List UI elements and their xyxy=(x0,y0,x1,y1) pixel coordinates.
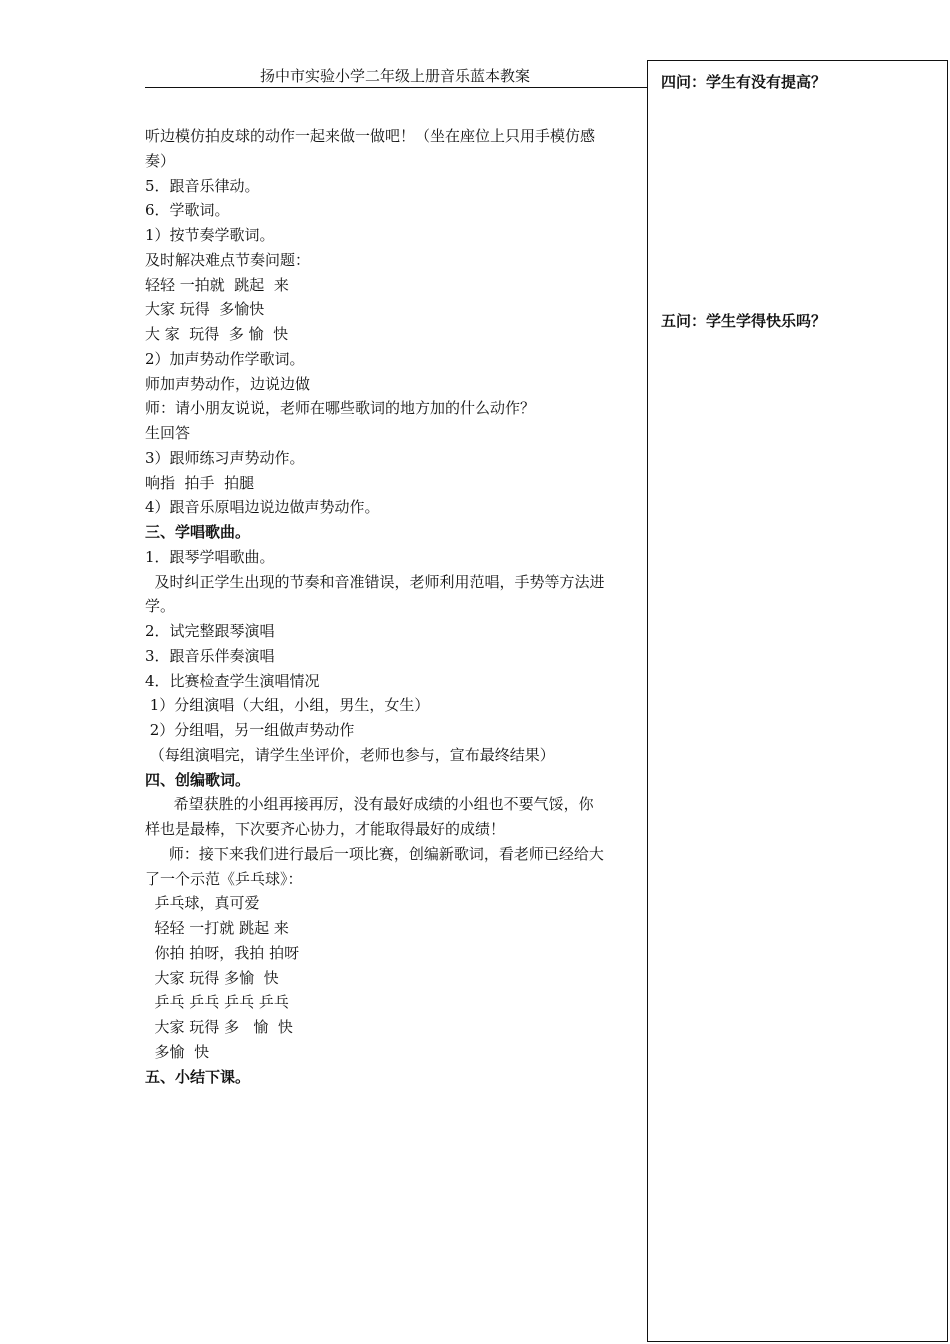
body-line: 响指 拍手 拍腿 xyxy=(145,473,255,492)
body-line: 5．跟音乐律动。 xyxy=(145,176,260,195)
body-line: 1．跟琴学唱歌曲。 xyxy=(145,547,275,566)
body-line: 乒乓 乒乓 乒乓 乒乓 xyxy=(145,993,289,1012)
body-line: 轻轻 一拍就 跳起 来 xyxy=(145,275,289,294)
body-line: 生回答 xyxy=(145,424,191,442)
body-line: 及时解决难点节奏问题： xyxy=(145,250,311,269)
lesson-body xyxy=(145,124,647,1089)
body-line: 听边模仿拍皮球的动作一起来做一做吧！（坐在座位上只用手模仿感 xyxy=(145,127,596,145)
body-line: 3）跟师练习声势动作。 xyxy=(145,448,305,467)
body-line: 师加声势动作，边说边做 xyxy=(145,374,311,393)
body-line: 了一个示范《乒乓球》： xyxy=(145,869,303,888)
header-divider xyxy=(145,87,648,88)
body-line: 及时纠正学生出现的节奏和音准错误，老师利用范唱，手势等方法进 xyxy=(145,572,605,591)
body-line: 轻轻 一打就 跳起 来 xyxy=(145,919,289,937)
body-line: 奏） xyxy=(145,151,176,170)
body-line: 你拍 拍呀，我拍 拍呀 xyxy=(145,943,300,962)
body-line: 样也是最棒，下次要齐心协力，才能取得最好的成绩！ xyxy=(145,820,506,838)
reflection-panel xyxy=(647,60,948,1342)
body-line: 大家 玩得 多愉快 xyxy=(145,300,265,319)
body-line: （每组演唱完，请学生坐评价，老师也参与，宣布最终结果） xyxy=(145,745,555,764)
question-five: 五问：学生学得快乐吗？ xyxy=(661,312,827,330)
body-line: 4．比赛检查学生演唱情况 xyxy=(145,671,320,690)
body-line: 大 家 玩得 多 愉 快 xyxy=(145,325,289,343)
question-four: 四问：学生有没有提高？ xyxy=(661,73,827,91)
section-heading: 三、学唱歌曲。 xyxy=(145,523,251,541)
section-heading: 五、小结下课。 xyxy=(145,1067,251,1086)
body-line: 2）分组唱，另一组做声势动作 xyxy=(145,721,355,739)
body-line: 1）分组演唱（大组，小组，男生，女生） xyxy=(145,696,430,715)
body-line: 大家 玩得 多 愉 快 xyxy=(145,1018,293,1036)
body-line: 4）跟音乐原唱边说边做声势动作。 xyxy=(145,498,380,517)
body-line: 乒乓球，真可爱 xyxy=(145,894,260,913)
body-line: 3．跟音乐伴奏演唱 xyxy=(145,646,275,665)
body-line: 2）加声势动作学歌词。 xyxy=(145,349,305,368)
body-line: 师：接下来我们进行最后一项比赛，创编新歌词，看老师已经给大 xyxy=(145,844,604,863)
page-header-title: 扬中市实验小学二年级上册音乐蓝本教案 xyxy=(259,67,530,85)
body-line: 2．试完整跟琴演唱 xyxy=(145,622,275,640)
body-line: 多愉 快 xyxy=(145,1042,210,1061)
body-line: 1）按节奏学歌词。 xyxy=(145,226,275,244)
body-line: 学。 xyxy=(145,597,176,616)
section-heading: 四、创编歌词。 xyxy=(145,770,251,789)
body-line: 师：请小朋友说说，老师在哪些歌词的地方加的什么动作？ xyxy=(145,399,536,418)
body-line: 希望获胜的小组再接再厉，没有最好成绩的小组也不要气馁，你 xyxy=(145,795,594,814)
body-line: 大家 玩得 多愉 快 xyxy=(145,968,279,987)
body-line: 6．学歌词。 xyxy=(145,201,230,220)
